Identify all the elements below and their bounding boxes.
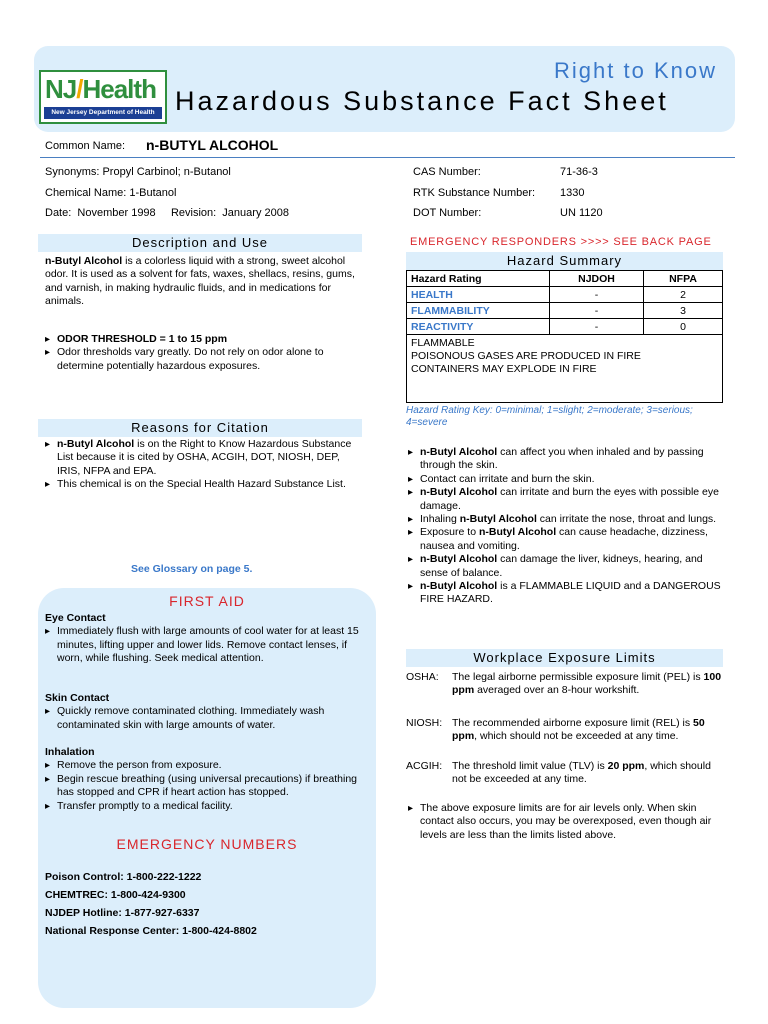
first-aid-title: FIRST AID	[169, 593, 245, 609]
reasons-header: Reasons for Citation	[38, 419, 362, 437]
header-banner	[34, 46, 735, 132]
dot-number-label: DOT Number:	[413, 207, 482, 219]
odor-list	[45, 333, 360, 373]
eye-contact-section	[45, 612, 365, 666]
list-item: ▸ n-Butyl Alcohol is a FLAMMABLE LIQUID and a DANGEROUS FIRE HAZARD.	[408, 580, 726, 607]
niosh-label: NIOSH:	[406, 717, 443, 729]
njdep-hotline-number: NJDEP Hotline: 1-877-927-6337	[45, 907, 200, 919]
emergency-numbers-list	[45, 868, 365, 940]
inhalation-section	[45, 746, 365, 813]
emergency-responders-note: EMERGENCY RESPONDERS >>>> SEE BACK PAGE	[410, 236, 712, 248]
list-item: ▸ The above exposure limits are for air levels only. When skin contact also occurs, you may be overexposed, even though air levels are less than the limits listed above.	[408, 802, 726, 842]
exposure-limits-header: Workplace Exposure Limits	[406, 649, 723, 667]
list-item: ▸ n-Butyl Alcohol can affect you when inhaled and by passing through the skin.	[408, 446, 726, 473]
column-header: NJDOH	[550, 271, 644, 287]
eye-contact-title: Eye Contact	[45, 612, 106, 624]
niosh-limit-text: The recommended airborne exposure limit (REL) is 50 ppm, which should not be exceeded at any time.	[452, 717, 705, 743]
synonyms: Synonyms: Propyl Carbinol; n-Butanol	[45, 166, 231, 178]
column-header: NFPA	[644, 271, 723, 287]
skin-contact-title: Skin Contact	[45, 692, 110, 704]
list-item: ▸ n-Butyl Alcohol can irritate and burn the eyes with possible eye damage.	[408, 486, 726, 513]
description-header: Description and Use	[38, 234, 362, 252]
dot-number-value: UN 1120	[560, 207, 603, 219]
list-item: ▸ Immediately flush with large amounts of cool water for at least 15 minutes, lifting upper and lower lids. Remove contact lenses, if worn, while flushing. Seek medical attention.	[45, 625, 365, 665]
acgih-label: ACGIH:	[406, 760, 443, 772]
logo-nj-text: NJ	[45, 74, 77, 104]
hazard-rating-table	[406, 270, 723, 403]
hazard-label: FLAMMABILITY	[407, 303, 550, 319]
chemical-name: Chemical Name: 1-Butanol	[45, 187, 177, 199]
list-item: ▸ Begin rescue breathing (using universal precautions) if breathing has stopped and CPR if heart action has stopped.	[45, 773, 365, 800]
skin-contact-section	[45, 692, 365, 732]
page-title: Hazardous Substance Fact Sheet	[175, 86, 669, 116]
nfpa-rating: 3	[644, 303, 723, 319]
hazard-summary-header: Hazard Summary	[406, 252, 723, 270]
njdoh-rating: -	[550, 287, 644, 303]
rtk-number-value: 1330	[560, 187, 585, 199]
poison-control-number: Poison Control: 1-800-222-1222	[45, 871, 202, 883]
glossary-link[interactable]: See Glossary on page 5.	[131, 563, 253, 575]
list-item: ▸ Exposure to n-Butyl Alcohol can cause headache, dizziness, nausea and vomiting.	[408, 526, 726, 553]
acgih-limit-text: The threshold limit value (TLV) is 20 ppm, which should not be exceeded at any time.	[452, 760, 711, 786]
hazard-rating-key: Hazard Rating Key: 0=minimal; 1=slight; 2=moderate; 3=serious; 4=severe	[406, 405, 693, 428]
chemtrec-number: CHEMTREC: 1-800-424-9300	[45, 889, 186, 901]
njdoh-rating: -	[550, 303, 644, 319]
table-row	[407, 319, 723, 335]
list-item: ▸ Contact can irritate and burn the skin.	[408, 473, 726, 486]
nfpa-rating: 2	[644, 287, 723, 303]
table-row	[407, 303, 723, 319]
description-text: n-Butyl Alcohol is a colorless liquid with a strong, sweet alcohol odor. It is used as a solvent for fats, waxes, shellacs, resins, gums, and varnish, in making hydraulic fluids, and in medications for animals.	[45, 255, 355, 308]
cas-number-label: CAS Number:	[413, 166, 481, 178]
hazard-label: REACTIVITY	[407, 319, 550, 335]
right-to-know-title: Right to Know	[554, 58, 717, 83]
list-item: ▸ n-Butyl Alcohol is on the Right to Know Hazardous Substance List because it is cited by OSHA, ACGIH, DOT, NIOSH, DEP, IRIS, NFPA and EPA.	[45, 438, 360, 478]
list-item: ▸ Odor thresholds vary greatly. Do not rely on odor alone to determine potentially hazardous exposures.	[45, 346, 360, 373]
logo-slash-icon: /	[76, 74, 83, 104]
common-name-value: n-BUTYL ALCOHOL	[146, 137, 279, 153]
emergency-numbers-title: EMERGENCY NUMBERS	[116, 836, 298, 852]
reasons-list	[45, 438, 360, 492]
list-item: ▸ n-Butyl Alcohol can damage the liver, kidneys, hearing, and sense of balance.	[408, 553, 726, 580]
health-effects-list	[408, 446, 726, 607]
njdoh-rating: -	[550, 319, 644, 335]
nj-health-logo	[39, 70, 167, 124]
column-header: Hazard Rating	[407, 271, 550, 287]
common-name-label: Common Name:	[45, 140, 126, 152]
nfpa-rating: 0	[644, 319, 723, 335]
list-item: ▸ Inhaling n-Butyl Alcohol can irritate the nose, throat and lungs.	[408, 513, 726, 526]
hazard-label: HEALTH	[407, 287, 550, 303]
table-row	[407, 287, 723, 303]
list-item: ▸ ODOR THRESHOLD = 1 to 15 ppm	[45, 333, 360, 346]
osha-limit-text: The legal airborne permissible exposure limit (PEL) is 100 ppm averaged over an 8-hour workshift.	[452, 671, 722, 697]
list-item: ▸ Transfer promptly to a medical facility.	[45, 800, 365, 813]
chemical-name-bold: n-Butyl Alcohol	[45, 255, 123, 267]
list-item: ▸ Remove the person from exposure.	[45, 759, 365, 772]
divider	[40, 157, 735, 158]
date-revision: Date: November 1998 Revision: January 2008	[45, 207, 289, 219]
inhalation-title: Inhalation	[45, 746, 95, 758]
logo-health-text: Health	[82, 74, 156, 104]
cas-number-value: 71-36-3	[560, 166, 598, 178]
national-response-center-number: National Response Center: 1-800-424-8802	[45, 925, 257, 937]
table-row	[407, 335, 723, 403]
list-item: ▸ This chemical is on the Special Health Hazard Substance List.	[45, 478, 360, 491]
list-item: ▸ Quickly remove contaminated clothing. Immediately wash contaminated skin with large amounts of water.	[45, 705, 365, 732]
rtk-number-label: RTK Substance Number:	[413, 187, 536, 199]
exposure-limits-note	[408, 802, 726, 842]
table-header-row	[407, 271, 723, 287]
hazard-notes: FLAMMABLE POISONOUS GASES ARE PRODUCED IN FIRE CONTAINERS MAY EXPLODE IN FIRE	[407, 335, 723, 403]
osha-label: OSHA:	[406, 671, 439, 683]
logo-subtitle: New Jersey Department of Health	[44, 107, 162, 119]
